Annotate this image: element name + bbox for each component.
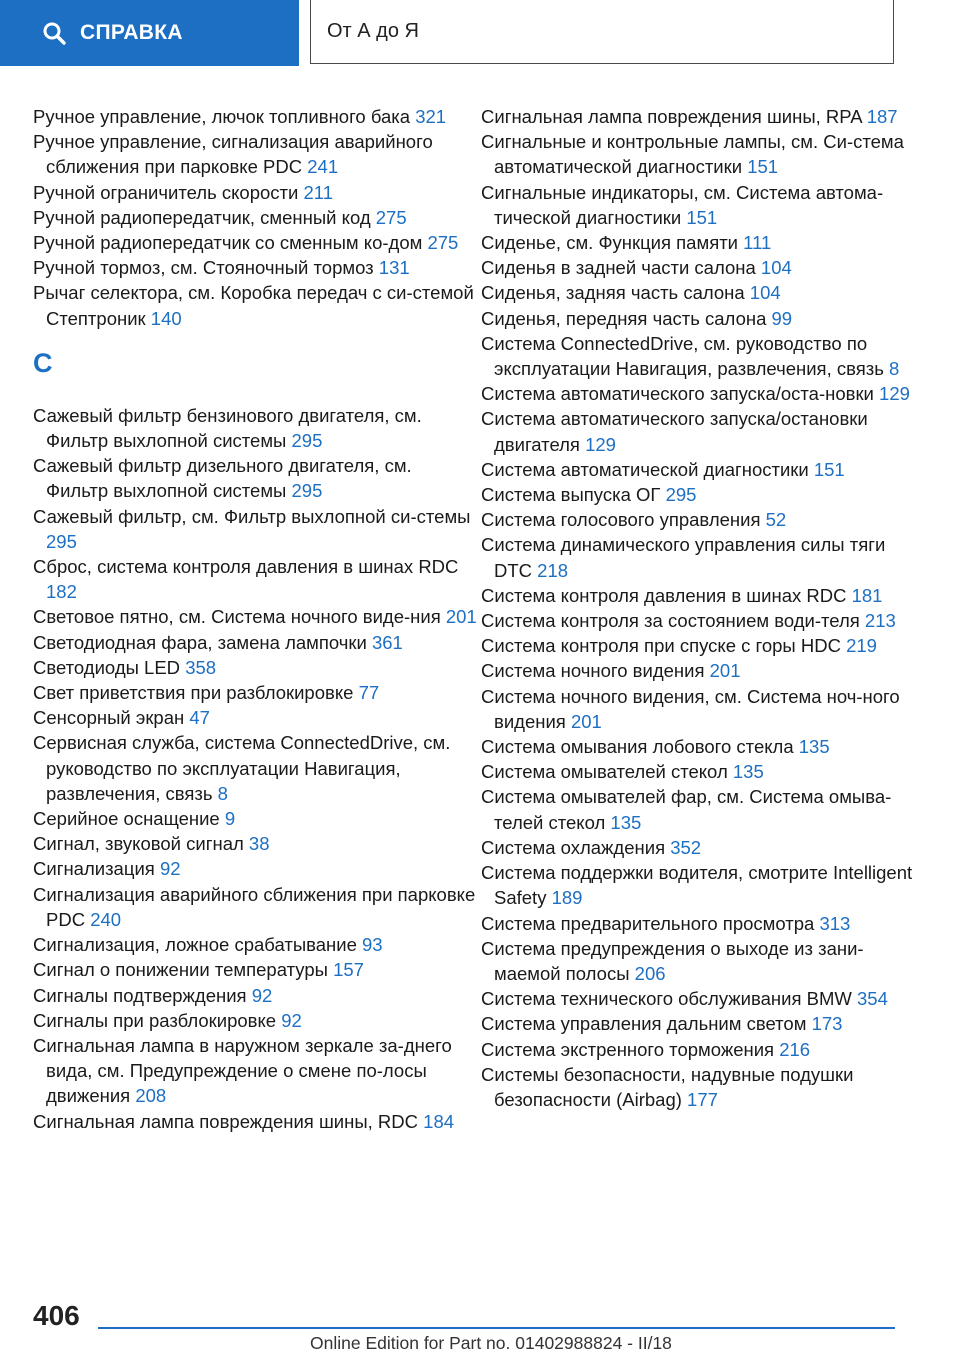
- entry-text: Сигнализация: [33, 858, 155, 880]
- entry-text: Световое пятно, см. Система ночного виде-ния: [33, 606, 441, 628]
- entries-before-letter: [33, 104, 478, 331]
- search-button[interactable]: [0, 0, 299, 66]
- entry-text: Сервисная служба, система ConnectedDrive, см. руководство по эксплуатации Навигация, развлечения, связь: [33, 732, 451, 804]
- page-link[interactable]: 135: [610, 811, 642, 833]
- entry-text: Система омывателей фар, см. Система омыва-телей стекол: [481, 786, 892, 833]
- tab-a-to-z[interactable]: [310, 0, 894, 64]
- page-link[interactable]: 201: [709, 660, 741, 682]
- index-entry: [33, 604, 478, 629]
- entry-text: Рычаг селектора, см. Коробка передач с си-стемой Стептроник: [33, 282, 474, 329]
- entry-text: Ручной тормоз, см. Стояночный тормоз: [33, 257, 374, 279]
- page-link[interactable]: 295: [291, 480, 323, 502]
- entry-text: Система автоматического запуска/оста-новки: [481, 383, 874, 405]
- page-link[interactable]: 184: [423, 1110, 455, 1132]
- index-entry: [481, 936, 921, 986]
- index-entry: [33, 1008, 478, 1033]
- page-link[interactable]: 211: [303, 181, 333, 203]
- entry-text: Система ConnectedDrive, см. руководство по эксплуатации Навигация, развлечения, связь: [481, 332, 884, 380]
- entry-text: Система управления дальним светом: [481, 1013, 807, 1035]
- footer-edition: Online Edition for Part no. 01402988824 - II/18: [310, 1333, 672, 1353]
- entry-text: Система предварительного просмотра: [481, 912, 815, 934]
- index-entry: [33, 957, 478, 982]
- entry-text: Система экстренного торможения: [481, 1038, 775, 1060]
- page-link[interactable]: 201: [445, 606, 477, 628]
- page-link[interactable]: 206: [634, 962, 666, 984]
- header: [0, 0, 960, 66]
- entries-after-letter: [33, 403, 478, 1134]
- page-link[interactable]: 92: [159, 858, 181, 880]
- entry-text: Сиденья в задней части салона: [481, 257, 756, 279]
- index-entry: [481, 860, 921, 910]
- index-entry: [481, 684, 921, 734]
- index-entry: [481, 583, 921, 608]
- index-entry: [33, 630, 478, 655]
- page-link[interactable]: 354: [857, 988, 888, 1010]
- page-link[interactable]: 361: [371, 631, 403, 653]
- entry-text: Система контроля при спуске с горы HDC: [481, 635, 841, 657]
- page-link[interactable]: 275: [375, 206, 407, 228]
- page-link[interactable]: 92: [281, 1009, 302, 1031]
- page-link[interactable]: 321: [415, 106, 447, 127]
- page-link[interactable]: 295: [291, 430, 323, 452]
- index-entry: [481, 331, 921, 381]
- entry-text: Сброс, система контроля давления в шинах RDC: [33, 556, 459, 578]
- index-entry: [33, 983, 478, 1008]
- page-link[interactable]: 240: [90, 908, 122, 930]
- index-entry: [481, 381, 921, 406]
- index-entry: [33, 554, 478, 604]
- entry-text: Система голосового управления: [481, 509, 761, 531]
- index-entry: [33, 655, 478, 680]
- index-entry: [481, 759, 921, 784]
- page-link[interactable]: 77: [358, 682, 380, 704]
- index-entry: [33, 806, 478, 831]
- entry-text: Сигнальные и контрольные лампы, см. Си-стема автоматической диагностики: [481, 131, 904, 178]
- index-entry: [33, 856, 478, 881]
- entry-text: Система омывания лобового стекла: [481, 736, 794, 758]
- index-entry: [481, 1011, 921, 1036]
- index-entry: [481, 734, 921, 759]
- page-link[interactable]: 177: [687, 1088, 718, 1110]
- page-link[interactable]: 47: [189, 707, 210, 729]
- entry-text: Сиденье, см. Функция памяти: [481, 232, 739, 254]
- entry-text: Ручной радиопередатчик, сменный код: [33, 206, 371, 228]
- index-entry: [481, 306, 921, 331]
- index-entry: [33, 680, 478, 705]
- entry-text: Система динамического управления силы тяги DTC: [481, 534, 886, 581]
- entry-text: Система технического обслуживания BMW: [481, 988, 852, 1010]
- page-link[interactable]: 129: [585, 433, 616, 455]
- entry-text: Сигнальная лампа повреждения шины, RDC: [33, 1110, 419, 1132]
- page-link[interactable]: 352: [670, 836, 702, 858]
- index-entry: [481, 986, 921, 1011]
- entries-right: [481, 104, 921, 1112]
- page-link[interactable]: 295: [46, 530, 77, 552]
- index-entry: [481, 104, 921, 129]
- page-link[interactable]: 208: [135, 1085, 167, 1107]
- entry-text: Ручное управление, лючок топливного бака: [33, 106, 411, 127]
- page-link[interactable]: 213: [864, 610, 896, 632]
- page-link[interactable]: 182: [46, 581, 77, 603]
- entry-text: Ручной ограничитель скорости: [33, 181, 299, 203]
- page-link[interactable]: 241: [307, 156, 339, 178]
- index-entry: [33, 1109, 478, 1134]
- entry-text: Светодиодная фара, замена лампочки: [33, 631, 367, 653]
- index-entry: [33, 504, 478, 554]
- entry-text: Система предупреждения о выходе из зани-маемой полосы: [481, 937, 864, 984]
- index-entry: [481, 911, 921, 936]
- page-link[interactable]: 358: [185, 656, 217, 678]
- index-entry: [481, 633, 921, 658]
- page-link[interactable]: 135: [732, 761, 764, 783]
- page-link[interactable]: 9: [224, 808, 236, 830]
- search-label: СПРАВКА: [80, 21, 183, 44]
- page-link[interactable]: 201: [570, 710, 602, 732]
- page-link[interactable]: 173: [811, 1013, 843, 1035]
- entry-text: Сиденья, задняя часть салона: [481, 282, 745, 304]
- index-entry: [33, 1033, 478, 1109]
- page-link[interactable]: 151: [747, 156, 779, 178]
- entry-text: Система выпуска ОГ: [481, 484, 661, 506]
- index-entry: [481, 129, 921, 179]
- index-entry: [33, 882, 478, 932]
- entry-text: Система контроля за состоянием води-теля: [481, 610, 860, 632]
- entry-text: Системы безопасности, надувные подушки безопасности (Airbag): [481, 1063, 854, 1110]
- page-link[interactable]: 189: [551, 887, 583, 909]
- entry-text: Сиденья, передняя часть салона: [481, 307, 767, 329]
- page-link[interactable]: 151: [686, 206, 718, 228]
- entry-text: Сигналы подтверждения: [33, 984, 247, 1006]
- entry-text: Система охлаждения: [481, 836, 666, 858]
- index-entry: [33, 453, 478, 503]
- page-link[interactable]: 52: [765, 509, 787, 531]
- entry-text: Светодиоды LED: [33, 656, 181, 678]
- index-entry: [481, 608, 921, 633]
- page-link[interactable]: 131: [378, 257, 410, 279]
- page-link[interactable]: 8: [217, 782, 228, 804]
- page-link[interactable]: 8: [889, 358, 900, 380]
- index-entry: [33, 205, 478, 230]
- entry-text: Сенсорный экран: [33, 707, 185, 729]
- page-link[interactable]: 92: [251, 984, 273, 1006]
- index-entry: [33, 831, 478, 856]
- entry-text: Сигнальная лампа повреждения шины, RPA: [481, 106, 862, 127]
- entry-text: Система автоматической диагностики: [481, 458, 809, 480]
- index-entry: [33, 104, 478, 129]
- entry-text: Система автоматического запуска/остановки двигателя: [481, 408, 868, 455]
- entry-text: Система контроля давления в шинах RDC: [481, 584, 847, 606]
- index-entry: [481, 835, 921, 860]
- index-column-right: [481, 104, 921, 1112]
- entry-text: Свет приветствия при разблокировке: [33, 682, 354, 704]
- index-entry: [481, 280, 921, 305]
- entry-text: Ручное управление, сигнализация аварийного сближения при парковке PDC: [33, 131, 433, 178]
- entry-text: Сажевый фильтр, см. Фильтр выхлопной си-стемы: [33, 505, 471, 527]
- entry-text: Сигнал, звуковой сигнал: [33, 833, 244, 855]
- index-entry: [33, 129, 478, 179]
- page-link[interactable]: 111: [743, 232, 772, 254]
- page-link[interactable]: 187: [866, 106, 898, 127]
- index-entry: [481, 1062, 921, 1112]
- entry-text: Сигнализация аварийного сближения при парковке PDC: [33, 883, 476, 930]
- index-entry: [481, 507, 921, 532]
- page-link[interactable]: 218: [537, 559, 569, 581]
- entry-text: Система поддержки водителя, смотрите Intelligent Safety: [481, 862, 913, 909]
- footer-divider: [98, 1327, 895, 1329]
- entry-text: Сигнализация, ложное срабатывание: [33, 934, 357, 956]
- page-link[interactable]: 104: [760, 257, 792, 279]
- index-entry: [33, 705, 478, 730]
- index-entry: [33, 730, 478, 806]
- page-link[interactable]: 93: [362, 934, 383, 956]
- page-link[interactable]: 216: [779, 1038, 811, 1060]
- entry-text: Система омывателей стекол: [481, 761, 728, 783]
- index-entry: [481, 532, 921, 582]
- index-entry: [33, 403, 478, 453]
- search-icon: [42, 21, 66, 45]
- index-entry: [481, 406, 921, 456]
- page-link[interactable]: 104: [749, 282, 781, 304]
- entry-text: Система ночного видения: [481, 660, 705, 682]
- page-link[interactable]: 295: [665, 484, 697, 506]
- entry-text: Сигнал о понижении температуры: [33, 959, 328, 981]
- index-entry: [481, 457, 921, 482]
- index-entry: [33, 255, 478, 280]
- entry-text: Сигнальные индикаторы, см. Система автома-тической диагностики: [481, 181, 884, 228]
- index-entry: [33, 230, 478, 255]
- index-column-left: [33, 104, 478, 1134]
- entry-text: Сажевый фильтр бензинового двигателя, см. Фильтр выхлопной системы: [33, 404, 422, 452]
- index-entry: [33, 180, 478, 205]
- index-entry: [481, 255, 921, 280]
- entry-text: Система ночного видения, см. Система ноч-ного видения: [481, 685, 900, 732]
- page-link[interactable]: 99: [771, 307, 793, 329]
- page-link[interactable]: 157: [333, 959, 364, 981]
- page-link[interactable]: 135: [798, 736, 830, 758]
- page-number: 406: [33, 1300, 80, 1331]
- tab-label: От А до Я: [327, 20, 419, 42]
- entry-text: Сажевый фильтр дизельного двигателя, см. Фильтр выхлопной системы: [33, 455, 412, 502]
- index-entry: [481, 784, 921, 834]
- entry-text: Сигнальная лампа в наружном зеркале за-днего вида, см. Предупреждение о смене по-лосы движения: [33, 1034, 452, 1107]
- index-entry: [481, 180, 921, 230]
- page-link[interactable]: 140: [150, 307, 182, 329]
- page-link[interactable]: 129: [879, 383, 910, 405]
- page-link[interactable]: 219: [846, 635, 877, 657]
- index-entry: [33, 932, 478, 957]
- entry-text: Ручной радиопередатчик со сменным ко-дом: [33, 232, 423, 254]
- page-link[interactable]: 275: [427, 232, 459, 254]
- index-entry: [481, 658, 921, 683]
- section-letter: С: [33, 347, 53, 378]
- page-link[interactable]: 181: [851, 584, 883, 606]
- index-entry: [481, 1037, 921, 1062]
- index-entry: [481, 482, 921, 507]
- page-link[interactable]: 38: [248, 833, 270, 855]
- entry-text: Серийное оснащение: [33, 808, 220, 830]
- entry-text: Сигналы при разблокировке: [33, 1009, 277, 1031]
- page-link[interactable]: 151: [813, 458, 845, 480]
- page-link[interactable]: 313: [819, 912, 851, 934]
- index-entry: [33, 280, 478, 330]
- index-entry: [481, 230, 921, 255]
